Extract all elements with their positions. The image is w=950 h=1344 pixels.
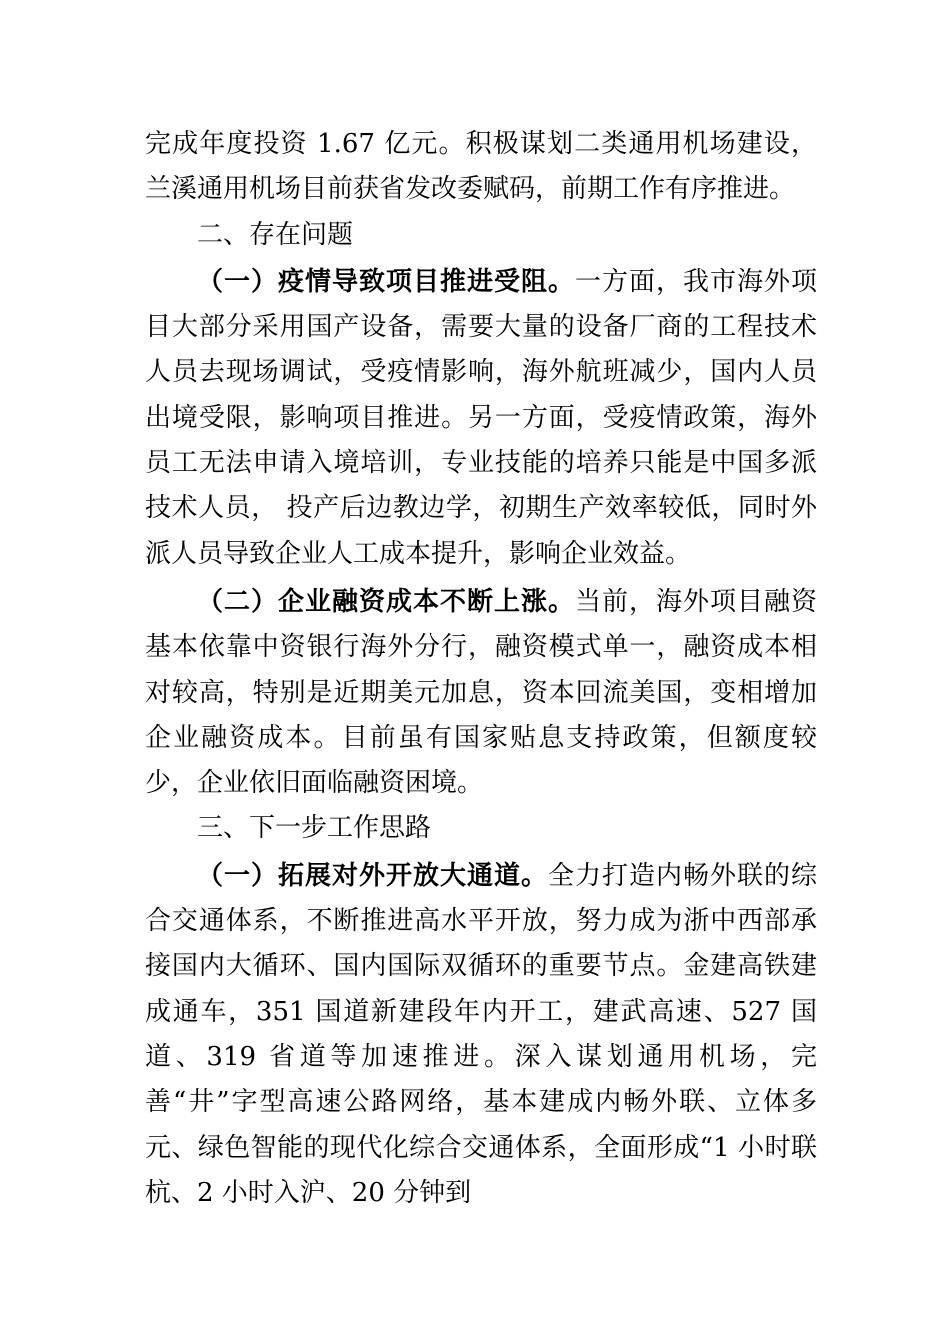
paragraph-open-channel (145, 854, 817, 1216)
paragraph-epidemic (145, 260, 817, 577)
paragraph-financing-body: 当前，海外项目融资基本依靠中资银行海外分行，融资模式单一，融资成本相对较高，特别是近期美元加息，资本回流美国，变相增加企业融资成本。目前虽有国家贴息支持政策，但额度较少，企业依旧面临融资困境。 (145, 586, 817, 799)
paragraph-financing-lead: （二）企业融资成本不断上涨。 (197, 586, 575, 617)
paragraph-financing (145, 580, 817, 806)
paragraph-epidemic-lead: （一）疫情导致项目推进受阻。 (197, 266, 575, 297)
section-heading-problems (145, 213, 817, 258)
document-body (145, 122, 817, 1216)
paragraph-investment (145, 122, 817, 213)
section-heading-problems-text: 二、存在问题 (197, 219, 354, 250)
paragraph-open-channel-lead: （一）拓展对外开放大通道。 (197, 860, 548, 891)
paragraph-open-channel-body: 全力打造内畅外联的综合交通体系，不断推进高水平开放，努力成为浙中西部承接国内大循环、国内国际双循环的重要节点。金建高铁建成通车，351 国道新建段年内开工，建武高速、527 国道、319 省道等加速推进。深入谋划通用机场，完善“井”字型高速公路网络，基本建成内畅外联、立体多元、绿色智能的现代化综合交通体系，全面形成“1 小时联杭、2 小时入沪、20 分钟到 (145, 860, 817, 1208)
paragraph-epidemic-body: 一方面，我市海外项目大部分采用国产设备，需要大量的设备厂商的工程技术人员去现场调试，受疫情影响，海外航班减少，国内人员出境受限，影响项目推进。另一方面，受疫情政策，海外员工无法申请入境培训，专业技能的培养只能是中国多派技术人员， 投产后边教边学，初期生产效率较低，同时外派人员导致企业人工成本提升，影响企业效益。 (145, 266, 817, 569)
section-heading-next-steps-text: 三、下一步工作思路 (197, 813, 432, 844)
paragraph-investment-text: 完成年度投资 1.67 亿元。积极谋划二类通用机场建设，兰溪通用机场目前获省发改委赋码，前期工作有序推进。 (145, 129, 817, 205)
section-heading-next-steps (145, 806, 817, 851)
